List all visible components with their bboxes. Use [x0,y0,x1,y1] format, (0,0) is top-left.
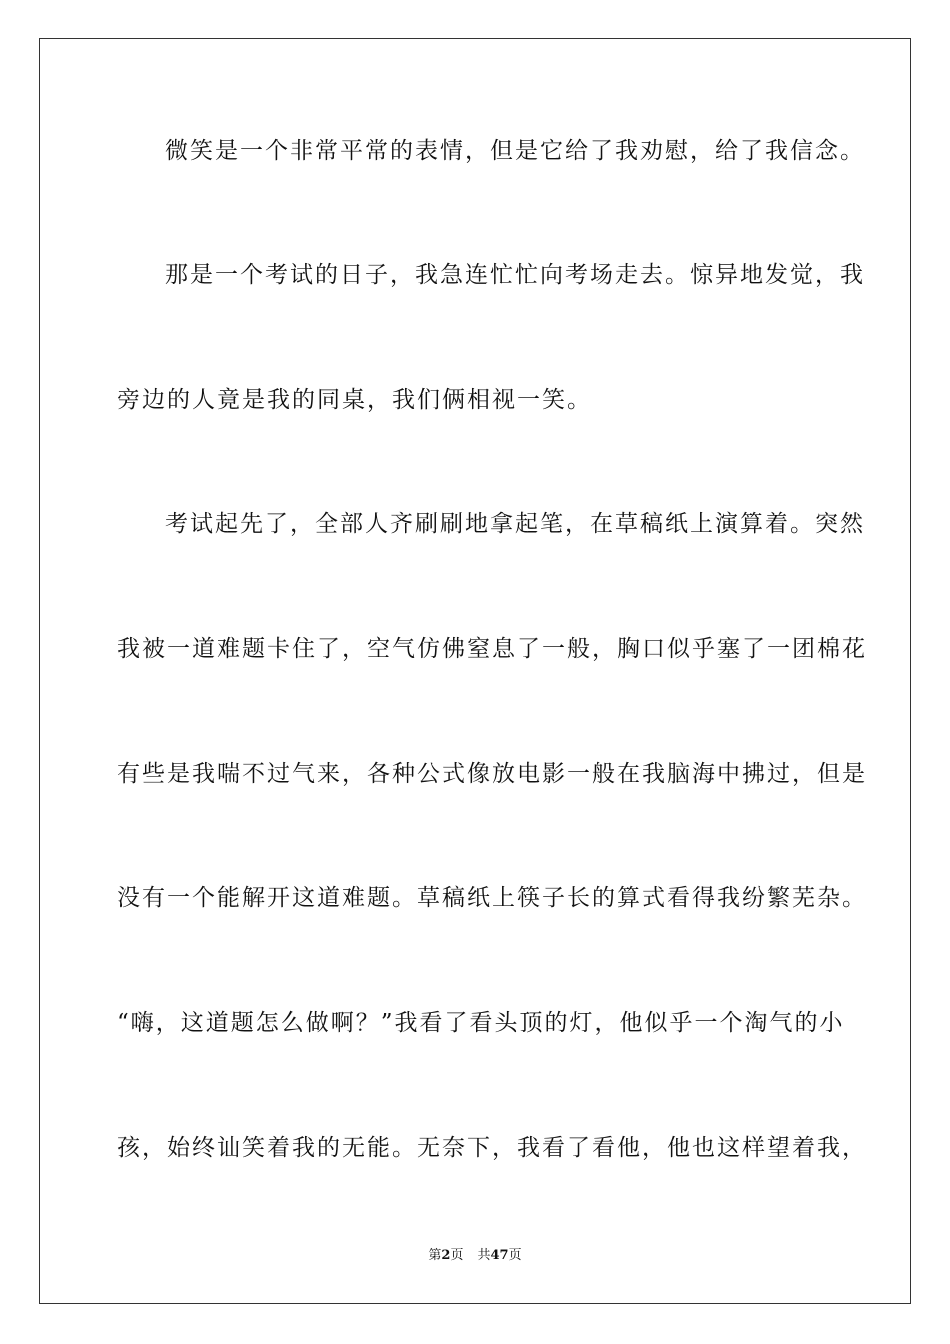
footer-total-suffix: 页 [508,1248,522,1263]
paragraph-line-7: 没有一个能解开这道难题。草稿纸上筷子长的算式看得我纷繁芜杂。 [117,885,867,911]
paragraph-line-1: 微笑是一个非常平常的表情，但是它给了我劝慰，给了我信念。 [165,138,865,164]
paragraph-line-8: “嗨，这道题怎么做啊？”我看了看头顶的灯，他似乎一个淘气的小 [117,1010,845,1036]
footer-page-prefix: 第 [428,1248,442,1263]
page-footer [0,1247,950,1265]
paragraph-line-5: 我被一道难题卡住了，空气仿佛窒息了一般，胸口似乎塞了一团棉花 [117,636,867,662]
footer-total-prefix: 共 [477,1248,491,1263]
footer-page-number: 2 [441,1248,451,1263]
footer-total-number: 47 [490,1248,509,1263]
paragraph-line-6: 有些是我喘不过气来，各种公式像放电影一般在我脑海中拂过，但是 [117,761,867,787]
paragraph-line-4: 考试起先了，全部人齐刷刷地拿起笔，在草稿纸上演算着。突然 [165,511,865,537]
paragraph-line-3: 旁边的人竟是我的同桌，我们俩相视一笑。 [117,387,592,413]
page-border [39,38,911,1304]
paragraph-line-2: 那是一个考试的日子，我急连忙忙向考场走去。惊异地发觉，我 [165,262,865,288]
paragraph-line-9: 孩，始终讪笑着我的无能。无奈下，我看了看他，他也这样望着我， [117,1135,867,1161]
footer-page-suffix: 页 [450,1248,464,1263]
